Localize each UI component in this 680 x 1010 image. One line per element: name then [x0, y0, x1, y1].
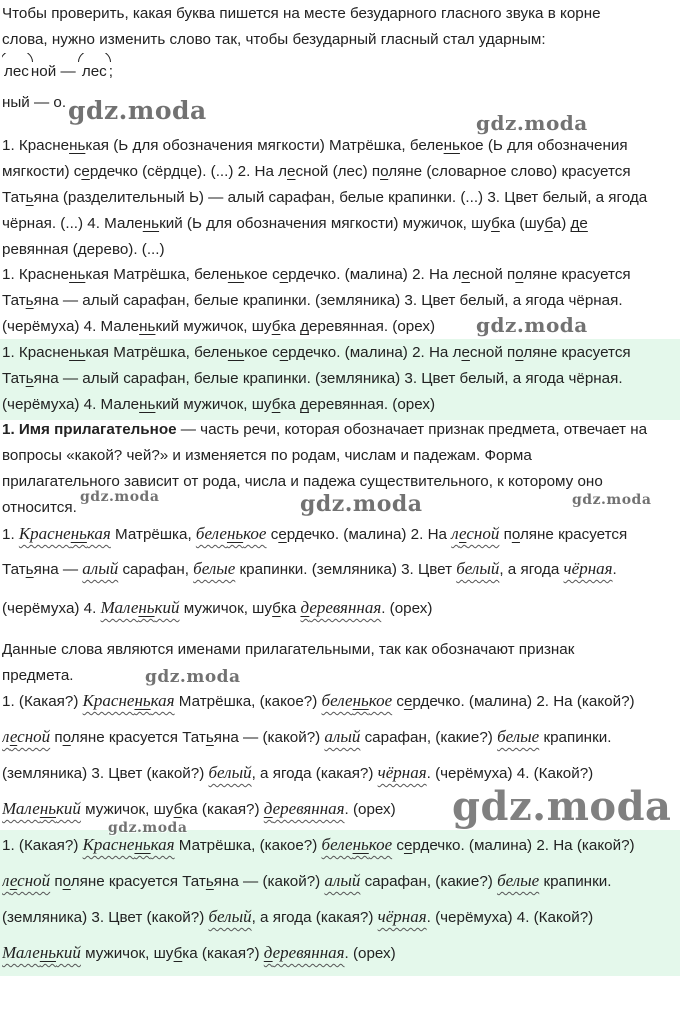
analysis-paragraph: 1. Красненькая (Ь для обозначения мягкости) Матрёшка, беленькое (Ь для обозначения мягкости) сердечко (сёрдце). (...) 2. На лесной (лес) поляне (словарное слово) красуется Татьяна (разделительный Ь) — алый сарафан, белые крапинки. (...) 3. Цвет белый, а ягода чёрная. (...) 4. Маленький (Ь для обозначения мягкости) мужичок, шубка (шуба) де ревянная (дерево). (...) [2, 137, 648, 258]
root-mark: лес [80, 53, 109, 87]
watermark: gdz.moda [452, 783, 672, 830]
questions-paragraph: 1. (Какая?) Красненькая Матрёшка, (какое?) беленькое сердечко. (малина) 2. На (какой?) лесной поляне красуется Татьяна — (какой?) алый сарафан, (какие?) белые крапинки. (земляника) 3. Цвет (какой?) белый, а ягода (какая?) чёрная. (черёмуха) 4. (Какой?) Маленький мужичок, шубка (какая?) деревянная. (орех) [2, 691, 635, 818]
root-mark: лес [2, 53, 31, 87]
highlighted-final-answer: 1. (Какая?) Красненькая Матрёшка, (какое?) беленькое сердечко. (малина) 2. На (какой?) лесной поляне красуется Татьяна — (какой?) алый сарафан, (какие?) белые крапинки. (земляника) 3. Цвет (какой?) белый, а ягода (какая?) чёрная. (черёмуха) 4. (Какой?) Маленький мужичок, шубка (какая?) деревянная. (орех) [0, 830, 680, 976]
watermark: gdz.moda [476, 313, 588, 337]
intro-line-4: ный — о. [2, 94, 67, 111]
answer-paragraph: 1. Красненькая Матрёшка, беленькое сердечко. (малина) 2. На лесной поляне красуется Татьяна — алый сарафан, белые крапинки. (земляника) 3. Цвет белый, а ягода чёрная. (черёмуха) 4. Маленький мужичок, шубка деревянная. (орех) [2, 266, 631, 335]
watermark: gdz.moda [300, 491, 423, 517]
watermark: gdz.moda [572, 492, 652, 508]
watermark: gdz.moda [145, 667, 241, 687]
watermark: gdz.moda [108, 820, 188, 836]
adjectives-paragraph: 1. Красненькая Матрёшка, беленькое сердечко. (малина) 2. На лесной поляне красуется Татьяна — алый сарафан, белые крапинки. (земляника) 3. Цвет белый, а ягода чёрная. (черёмуха) 4. Маленький мужичок, шубка деревянная. (орех) [2, 524, 628, 617]
watermark: gdz.moda [476, 111, 588, 135]
highlighted-answer: 1. Красненькая Матрёшка, беленькое сердечко. (малина) 2. На лесной поляне красуется Татьяна — алый сарафан, белые крапинки. (земляника) 3. Цвет белый, а ягода чёрная. (черёмуха) 4. Маленький мужичок, шубка деревянная. (орех) [0, 339, 680, 420]
intro-line-1: Чтобы проверить, какая буква пишется на месте безударного гласного звука в корне [2, 5, 601, 22]
definition-term: 1. Имя прилагательное [2, 421, 177, 438]
definition-paragraph: 1. Имя прилагательное — часть речи, которая обозначает признак предмета, отвечает на вопросы «какой? чей?» и изменяется по родам, числам и падежам. Форма прилагательного зависит от рода, числа и падежа существительного, к которому оно относится. [2, 421, 648, 516]
explanation-paragraph: Данные слова являются именами прилагательными, так как обозначают признак предмета. [2, 641, 575, 684]
watermark: gdz.moda [80, 489, 160, 505]
watermark: gdz.moda [68, 96, 207, 125]
intro-line-2: слова, нужно изменить слово так, чтобы безударный гласный стал ударным: [2, 31, 546, 48]
intro-paragraph [0, 1, 680, 117]
intro-example: лес ной — лес ; [2, 53, 678, 87]
